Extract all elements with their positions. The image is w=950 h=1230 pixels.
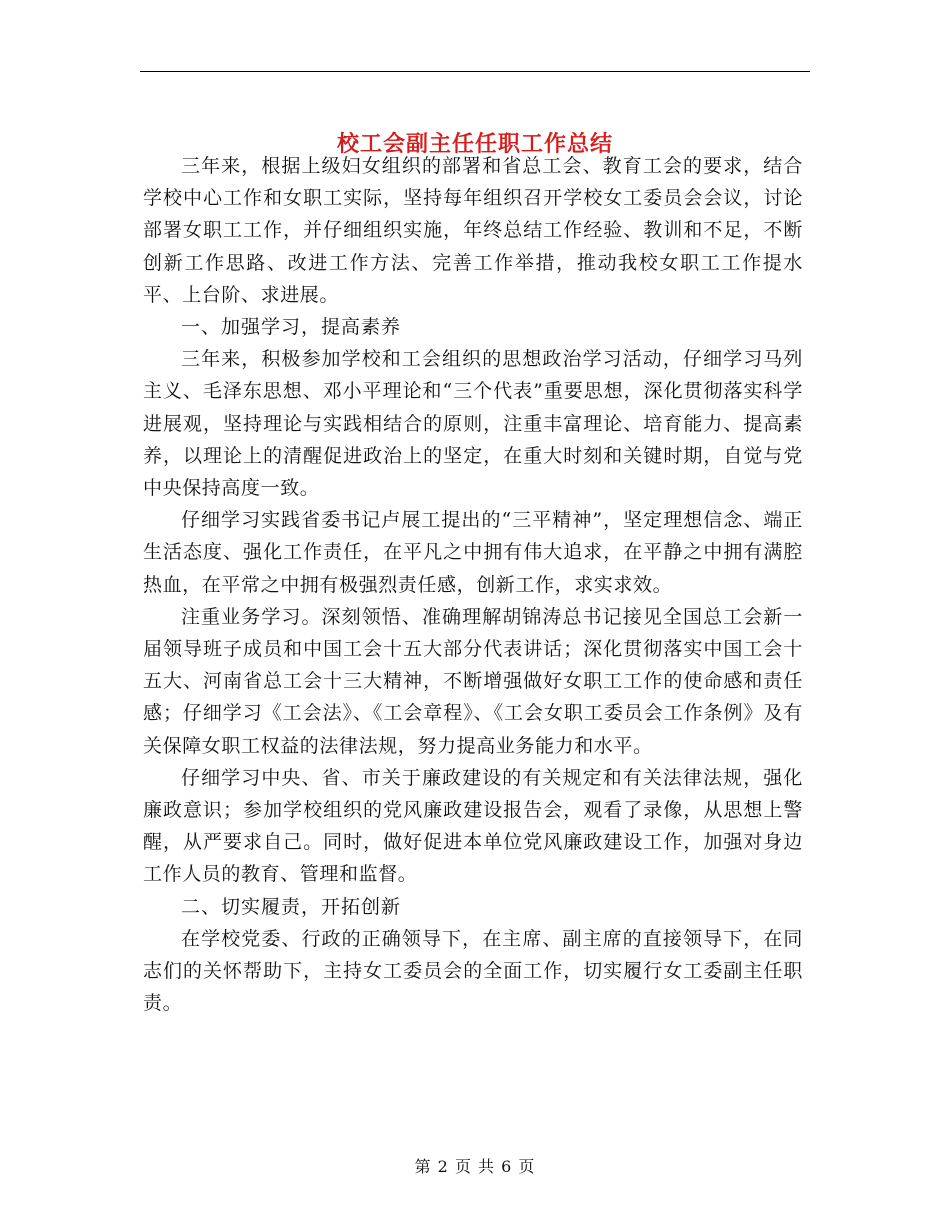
document-body xyxy=(143,150,803,1019)
page-number: 第 2 页 共 6 页 xyxy=(414,1157,536,1176)
document-title: 校工会副主任任职工作总结 xyxy=(336,131,613,157)
section-heading-2: 二、切实履责，开拓创新 xyxy=(181,895,402,918)
paragraph-political-study: 三年来，积极参加学校和工会组织的思想政治学习活动，仔细学习马列主义、毛泽东思想、邓小平理论和“三个代表”重要思想，深化贯彻落实科学进展观，坚持理论与实践相结合的原则，注重丰富理论、培育能力、提高素养，以理论上的清醒促进政治上的坚定，在重大时刻和关键时期，自觉与党中央保持高度一致。 xyxy=(143,348,803,500)
paragraph-three-ping-spirit: 仔细学习实践省委书记卢展工提出的“三平精神”，坚定理想信念、端正生活态度、强化工作责任，在平凡之中拥有伟大追求，在平静之中拥有满腔热血，在平常之中拥有极强烈责任感，创新工作，求实求效。 xyxy=(143,509,803,596)
paragraph-duties: 在学校党委、行政的正确领导下，在主席、副主席的直接领导下，在同志们的关怀帮助下，主持女工委员会的全面工作，切实履行女工委副主任职责。 xyxy=(143,927,803,1015)
paragraph-intro: 三年来，根据上级妇女组织的部署和省总工会、教育工会的要求，结合学校中心工作和女职工实际，坚持每年组织召开学校女工委员会会议，讨论部署女职工工作，并仔细组织实施，年终总结工作经验、教训和不足，不断创新工作思路、改进工作方法、完善工作举措，推动我校女职工工作提水平、上台阶、求进展。 xyxy=(143,155,803,306)
section-heading-1: 一、加强学习，提高素养 xyxy=(181,316,402,339)
paragraph-business-study: 注重业务学习。深刻领悟、准确理解胡锦涛总书记接见全国总工会新一届领导班子成员和中国工会十五大部分代表讲话；深化贯彻落实中国工会十五大、河南省总工会十三大精神，不断增强做好女职工工作的使命感和责任感；仔细学习《工会法》、《工会章程》、《工会女职工委员会工作条例》及有关保障女职工权益的法律法规，努力提高业务能力和水平。 xyxy=(143,605,803,757)
paragraph-integrity-study: 仔细学习中央、省、市关于廉政建设的有关规定和有关法律法规，强化廉政意识；参加学校组织的党风廉政建设报告会，观看了录像，从思想上警醒，从严要求自己。同时，做好促进本单位党风廉政建设工作，加强对身边工作人员的教育、管理和监督。 xyxy=(143,766,803,886)
header-rule xyxy=(140,71,810,72)
